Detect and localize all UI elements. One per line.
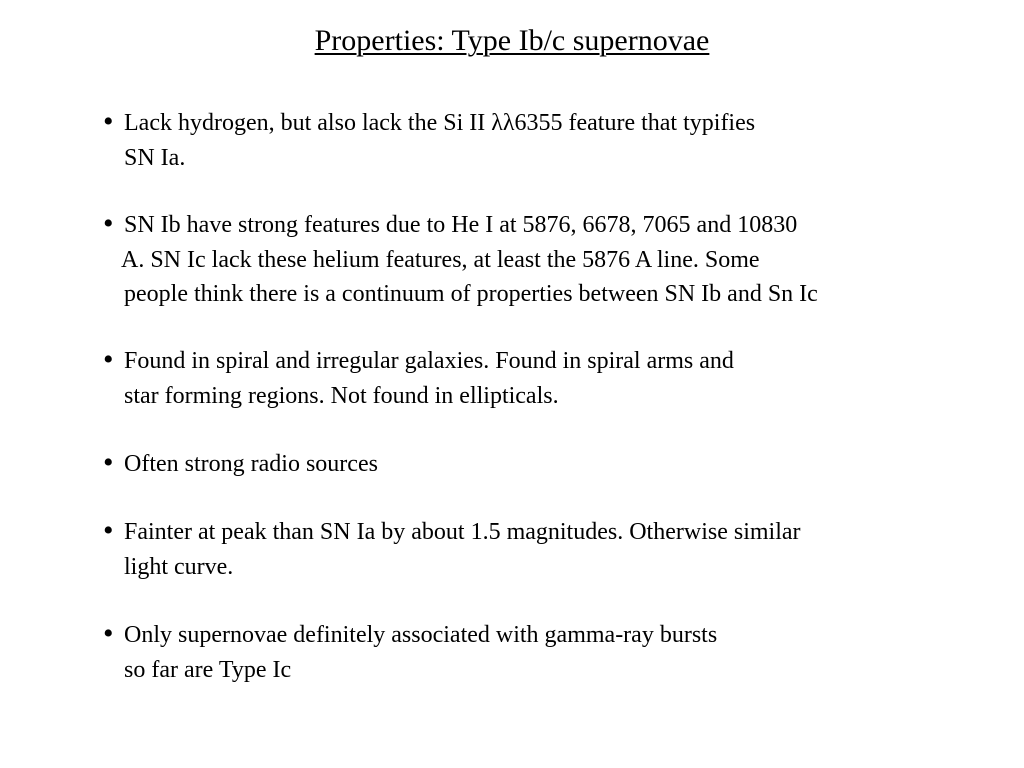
bullet-text-line: Lack hydrogen, but also lack the Si II λλ6355 feature that typifies — [124, 110, 756, 136]
bullet-text-line: light curve. — [124, 553, 234, 580]
bullet-item-fainter-at-peak — [100, 515, 1000, 584]
bullet-text-line: star forming regions. Not found in ellipticals. — [124, 382, 559, 409]
bullet-item-gamma-ray-bursts — [100, 618, 1000, 687]
slide-title: Properties: Type Ib/c supernovae — [314, 24, 710, 57]
bullet-text-line: so far are Type Ic — [124, 656, 292, 683]
bullet-dot-icon: • — [103, 446, 114, 479]
bullet-text-line: Often strong radio sources — [124, 451, 378, 477]
bullet-text-line: Found in spiral and irregular galaxies. Found in spiral arms and — [124, 348, 734, 374]
bullet-dot-icon: • — [103, 105, 114, 138]
bullet-text-line: A. SN Ic lack these helium features, at least the 5876 A line. Some — [121, 246, 760, 273]
bullet-item-radio-sources — [100, 447, 1000, 482]
bullet-item-sn-ib-helium — [100, 208, 1000, 312]
bullet-text-line: people think there is a continuum of properties between SN Ib and Sn Ic — [124, 281, 818, 307]
bullet-item-galaxies — [100, 344, 1000, 413]
bullet-text-line: Only supernovae definitely associated with gamma-ray bursts — [124, 622, 718, 648]
bullet-text-line: SN Ib have strong features due to He I at 5876, 6678, 7065 and 10830 — [124, 212, 798, 238]
bullet-dot-icon: • — [103, 514, 114, 547]
bullet-dot-icon: • — [103, 343, 114, 376]
bullet-text-line: Fainter at peak than SN Ia by about 1.5 magnitudes. Otherwise similar — [124, 519, 801, 545]
bullet-dot-icon: • — [103, 207, 114, 240]
bullet-text-line: SN Ia. — [124, 144, 186, 171]
bullet-item-lack-hydrogen — [100, 106, 1000, 175]
bullet-dot-icon: • — [103, 617, 114, 650]
